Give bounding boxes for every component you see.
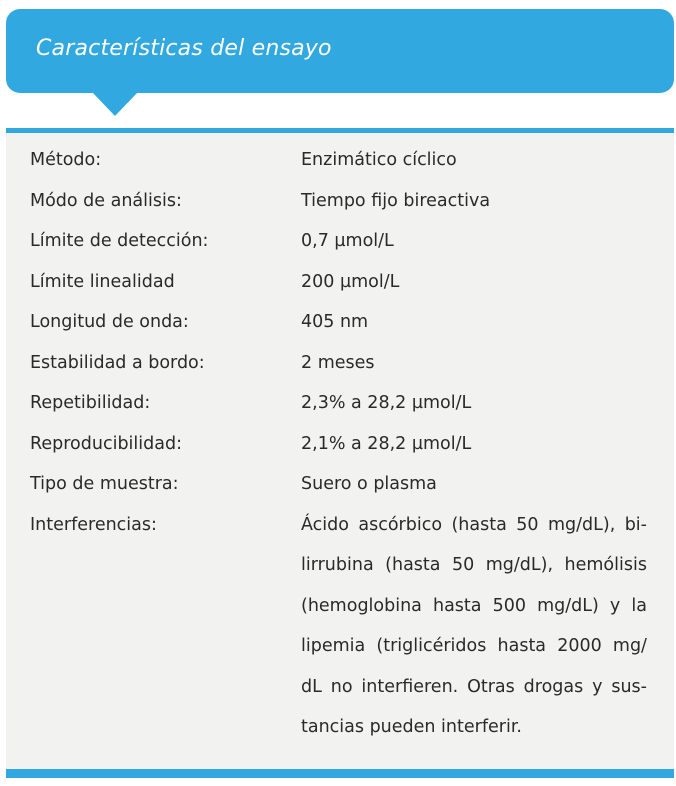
- interferences-word: mg/dL),: [485, 555, 554, 575]
- interferences-word: y: [592, 676, 603, 697]
- interferences-line: [301, 626, 647, 667]
- spec-value: 2 meses: [301, 352, 375, 373]
- interferences-word: (hasta: [385, 555, 441, 575]
- spec-label: Longitud de onda:: [30, 312, 189, 332]
- spec-label: Método:: [30, 150, 102, 170]
- interferences-line: [301, 505, 647, 546]
- interferences-word: y: [609, 595, 621, 616]
- interferences-word: mg/dL): [537, 595, 599, 616]
- interferences-word: interfieren.: [361, 676, 459, 697]
- interferences-line: [301, 667, 647, 708]
- interferences-word: 50: [516, 514, 539, 535]
- spec-label: Interferencias:: [30, 514, 157, 535]
- interferences-line: [301, 545, 647, 586]
- interferences-word: dL: [301, 676, 322, 697]
- interferences-word: lirrubina: [301, 555, 374, 575]
- interferences-word: hasta: [497, 636, 547, 656]
- interferences-line: [301, 707, 647, 748]
- interferences-word: 500: [492, 595, 526, 616]
- interferences-word: ascórbico: [358, 514, 443, 535]
- spec-value: Tiempo fijo bireactiva: [301, 190, 491, 211]
- spec-value: 2,1% a 28,2 µmol/L: [301, 433, 472, 454]
- interferences-word: sus-: [611, 676, 647, 697]
- page-title: Características del ensayo: [36, 36, 332, 61]
- spec-label: Módo de análisis:: [30, 190, 182, 211]
- interferences-word: (hasta: [451, 514, 507, 535]
- spec-value: 200 µmol/L: [301, 271, 400, 292]
- interferences-line: [301, 586, 647, 627]
- interferences-word: mg/: [612, 636, 647, 656]
- spec-label: Reproducibilidad:: [30, 433, 182, 454]
- interferences-word: lipemia: [301, 636, 366, 656]
- header-pointer: [92, 92, 138, 116]
- interferences-word: 50: [451, 555, 475, 575]
- interferences-word: hemólisis: [564, 555, 647, 575]
- interferences-word: Otras: [467, 676, 515, 697]
- interferences-word: bi-: [624, 514, 647, 535]
- interferences-word: Ácido: [301, 514, 349, 535]
- spec-value: Suero o plasma: [301, 474, 437, 494]
- interferences-word: no: [330, 676, 353, 697]
- interferences-word: tancias pueden interferir.: [301, 717, 522, 737]
- interferences-word: mg/dL),: [547, 514, 616, 535]
- spec-value: 405 nm: [301, 312, 369, 332]
- spec-value: Enzimático cíclico: [301, 150, 457, 170]
- header-banner: [6, 9, 674, 93]
- interferences-word: la: [631, 595, 647, 616]
- spec-value: 2,3% a 28,2 µmol/L: [301, 393, 472, 413]
- interferences-word: (hemoglobina: [301, 595, 422, 616]
- spec-label: Estabilidad a bordo:: [30, 352, 205, 373]
- interferences-word: drogas: [523, 676, 584, 697]
- spec-label: Límite de detección:: [30, 231, 209, 251]
- interferences-word: (triglicéridos: [376, 636, 487, 656]
- specs-panel: [6, 128, 674, 778]
- spec-value: 0,7 µmol/L: [301, 231, 394, 251]
- interferences-text: [301, 505, 647, 748]
- interferences-word: hasta: [432, 595, 482, 616]
- spec-label: Tipo de muestra:: [30, 474, 179, 494]
- interferences-word: 2000: [557, 636, 602, 656]
- spec-label: Repetibilidad:: [30, 393, 151, 413]
- spec-label: Límite linealidad: [30, 271, 175, 292]
